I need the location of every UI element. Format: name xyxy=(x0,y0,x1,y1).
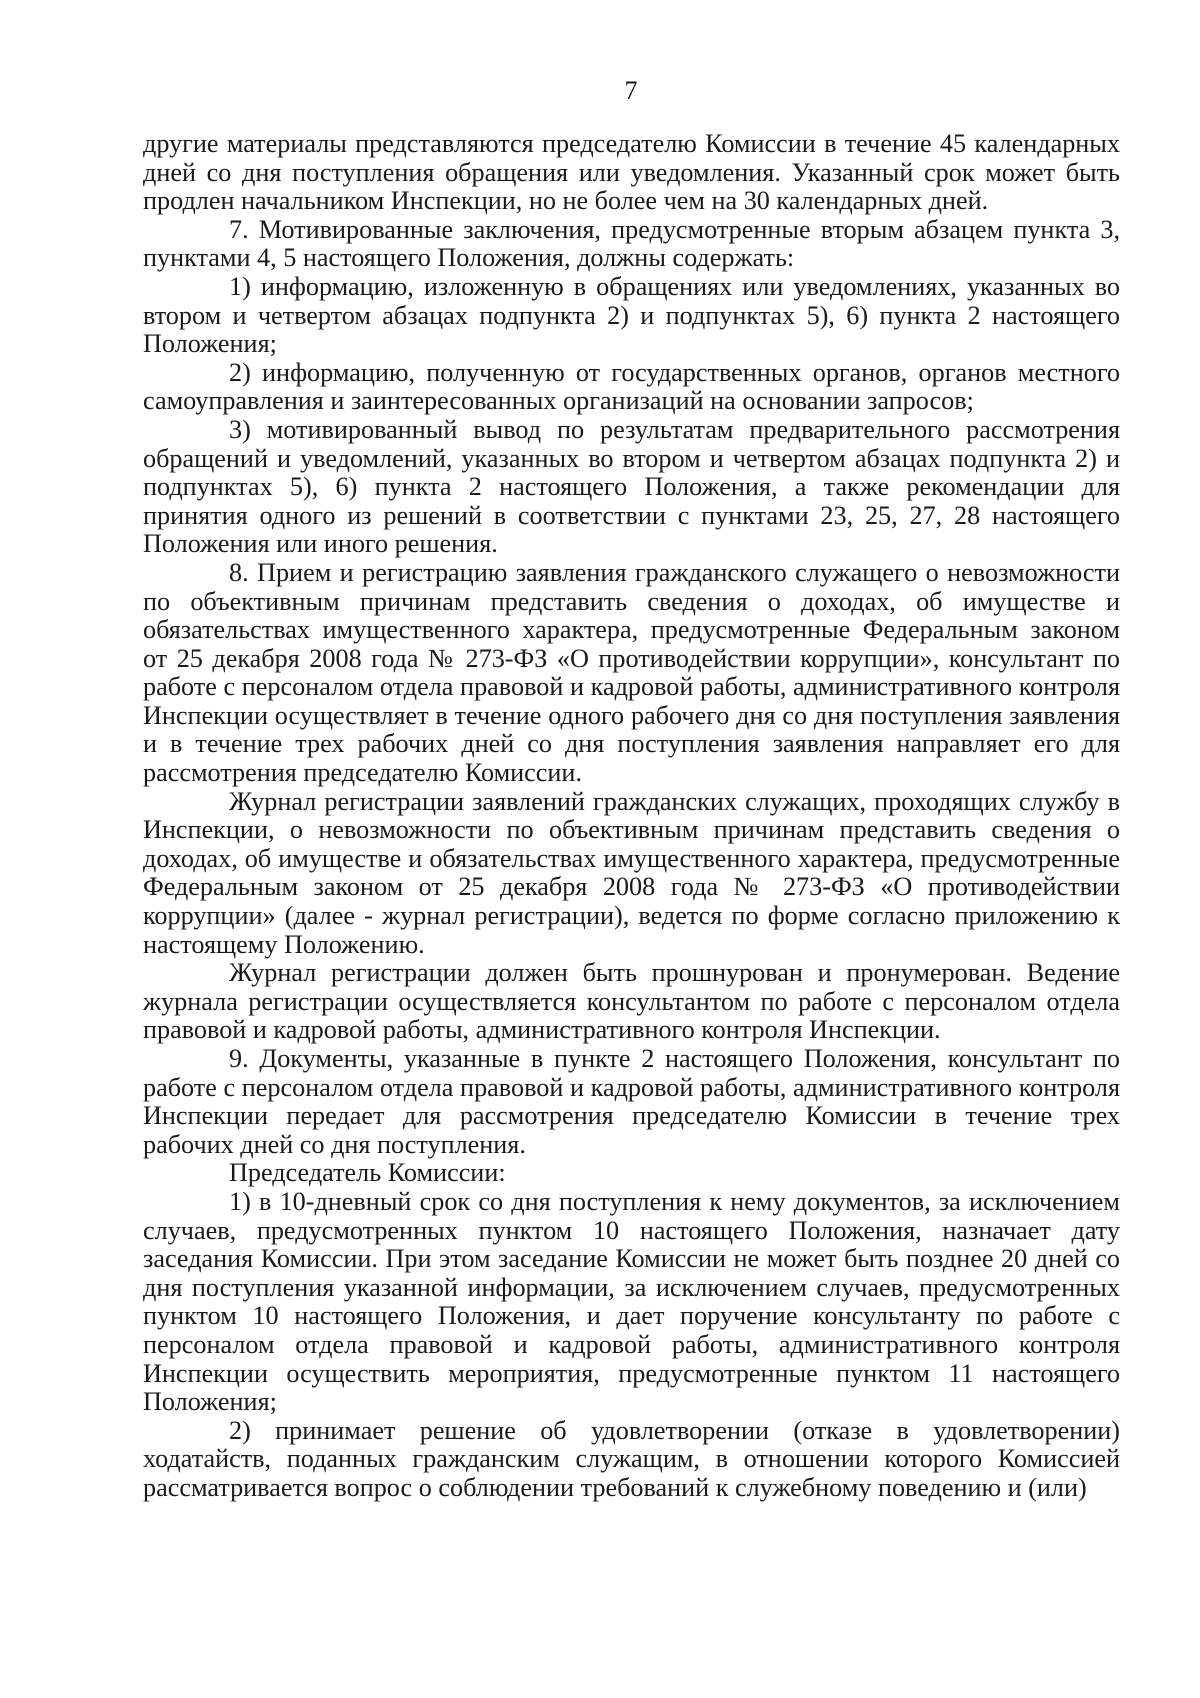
paragraph-chairman-1: 1) в 10-дневный срок со дня поступления к нему документов, за исключением случаев, предусмотренных пунктом 10 настоящего Положения, назначает дату заседания Комиссии. При этом заседание Комиссии не может быть позднее 20 дней со дня поступления указанной информации, за исключением случаев, предусмотренных пунктом 10 настоящего Положения, и дает поручение консультанту по работе с персоналом отдела правовой и кадровой работы, административного контроля Инспекции осуществить мероприятия, предусмотренные пунктом 11 настоящего Положения; xyxy=(143,1186,1120,1417)
paragraph-item-7: 7. Мотивированные заключения, предусмотренные вторым абзацем пункта 3, пунктами 4, 5 настоящего Положения, должны содержать: xyxy=(143,214,1120,273)
paragraph-continuation: другие материалы представляются председателю Комиссии в течение 45 календарных дней со дня поступления обращения или уведомления. Указанный срок может быть продлен начальником Инспекции, но не более чем на 30 календарных дней. xyxy=(143,129,1120,216)
paragraph-item-8: 8. Прием и регистрацию заявления гражданского служащего о невозможности по объективным причинам представить сведения о доходах, об имуществе и обязательствах имущественного характера, предусмотренные Федеральным законом от 25 декабря 2008 года № 273-ФЗ «О противодействии коррупции», консультант по работе с персоналом отдела правовой и кадровой работы, административного контроля Инспекции осуществляет в течение одного рабочего дня со дня поступления заявления и в течение трех рабочих дней со дня поступления заявления направляет его для рассмотрения председателю Комиссии. xyxy=(143,557,1120,788)
document-body xyxy=(143,130,1120,1503)
paragraph-journal-binding: Журнал регистрации должен быть прошнурован и пронумерован. Ведение журнала регистрации осуществляется консультантом по работе с персоналом отдела правовой и кадровой работы, административного контроля Инспекции. xyxy=(143,958,1120,1045)
paragraph-chairman-2: 2) принимает решение об удовлетворении (отказе в удовлетворении) ходатайств, поданных гражданским служащим, в отношении которого Комиссией рассматривается вопрос о соблюдении требований к служебному поведению и (или) xyxy=(143,1415,1120,1502)
page-number: 7 xyxy=(624,76,638,105)
paragraph-item-7-1: 1) информацию, изложенную в обращениях или уведомлениях, указанных во втором и четвертом абзацах подпункта 2) и подпунктах 5), 6) пункта 2 настоящего Положения; xyxy=(143,271,1120,359)
paragraph-chairman: Председатель Комиссии: xyxy=(229,1158,506,1188)
paragraph-item-9: 9. Документы, указанные в пункте 2 настоящего Положения, консультант по работе с персоналом отдела правовой и кадровой работы, административного контроля Инспекции передает для рассмотрения председателю Комиссии в течение трех рабочих дней со дня поступления. xyxy=(143,1044,1120,1159)
paragraph-journal: Журнал регистрации заявлений гражданских служащих, проходящих службу в Инспекции, о невозможности по объективным причинам представить сведения о доходах, об имуществе и обязательствах имущественного характера, предусмотренные Федеральным законом от 25 декабря 2008 года № 273-ФЗ «О противодействии коррупции» (далее - журнал регистрации), ведется по форме согласно приложению к настоящему Положению. xyxy=(143,786,1120,959)
paragraph-item-7-3: 3) мотивированный вывод по результатам предварительного рассмотрения обращений и уведомлений, указанных во втором и четвертом абзацах подпункта 2) и подпунктах 5), 6) пункта 2 настоящего Положения, а также рекомендации для принятия одного из решений в соответствии с пунктами 23, 25, 27, 28 настоящего Положения или иного решения. xyxy=(143,414,1120,559)
paragraph-item-7-2: 2) информацию, полученную от государственных органов, органов местного самоуправления и заинтересованных организаций на основании запросов; xyxy=(143,357,1120,416)
